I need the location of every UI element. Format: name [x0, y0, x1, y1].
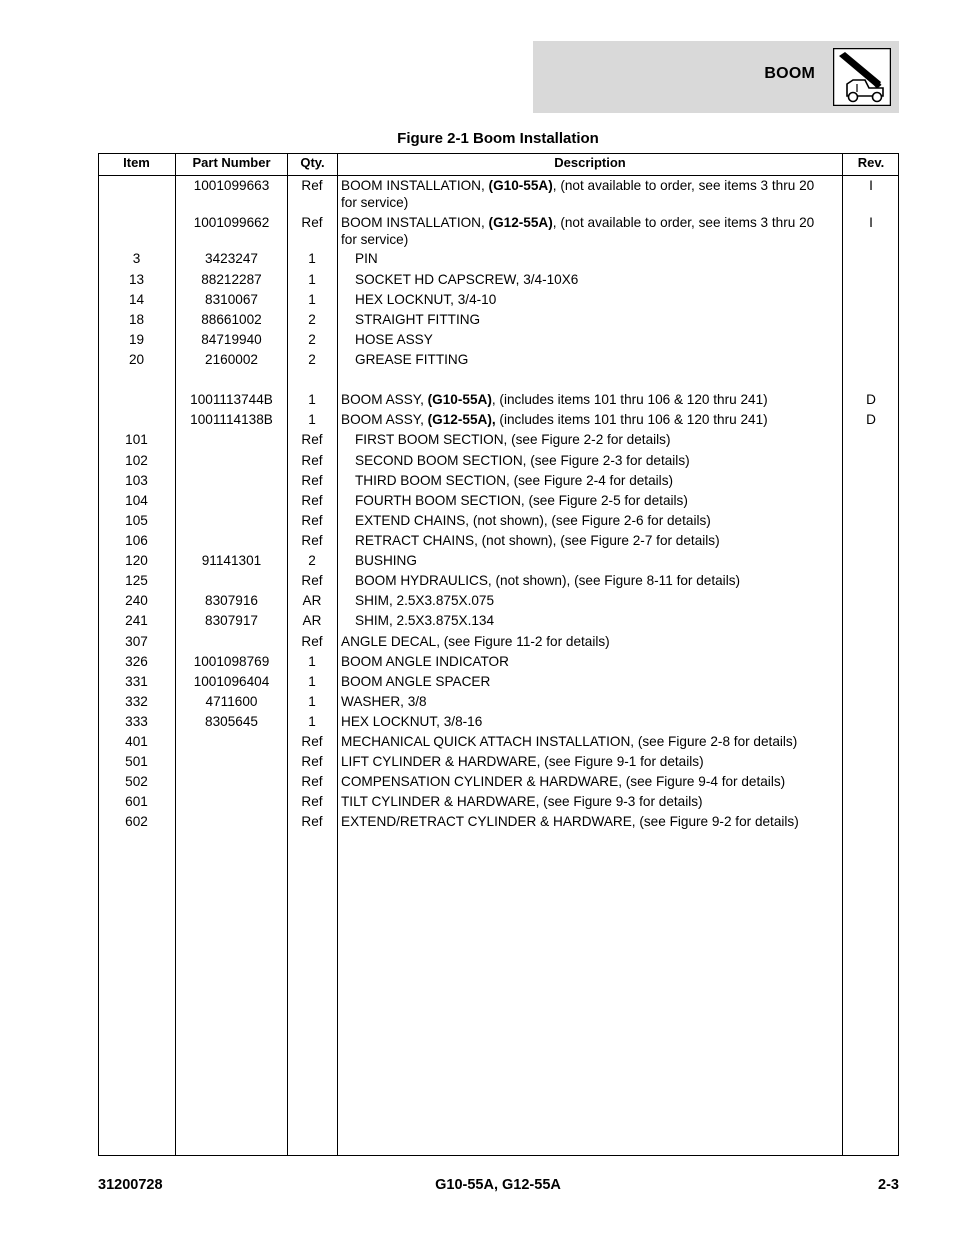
item-cell: 105 [125, 513, 148, 528]
part-number-cell: 1001096404 [193, 674, 270, 689]
item-cell: 333 [125, 714, 148, 729]
qty-cell: 2 [308, 352, 316, 367]
description-text: SOCKET HD CAPSCREW, 3/4-10X6 [355, 272, 579, 287]
description-text: THIRD BOOM SECTION, (see Figure 2-4 for details) [355, 473, 674, 488]
item-cell: 331 [125, 674, 148, 689]
document-number: 31200728 [98, 1177, 163, 1193]
item-cell: 307 [125, 634, 148, 649]
description-text: , (not available to order, see items 3 thru 20 for service) [341, 215, 815, 247]
item-cell: 102 [125, 453, 148, 468]
qty-cell: 2 [308, 332, 316, 347]
description-cell [355, 431, 833, 448]
section-title: BOOM [764, 65, 815, 82]
item-cell: 601 [125, 794, 148, 809]
description-text: BOOM INSTALLATION, [341, 178, 489, 193]
item-cell: 101 [125, 432, 148, 447]
item-cell: 13 [128, 272, 145, 287]
item-cell: 3 [132, 251, 141, 266]
description-cell [355, 271, 833, 288]
description-cell [355, 532, 833, 549]
description-text: HEX LOCKNUT, 3/4-10 [355, 292, 497, 307]
description-text: MECHANICAL QUICK ATTACH INSTALLATION, (see Figure 2-8 for details) [341, 734, 798, 749]
part-number-cell: 8307917 [205, 613, 258, 628]
qty-cell: Ref [301, 533, 323, 548]
qty-cell: 1 [308, 654, 316, 669]
part-number-cell: 1001099663 [193, 178, 270, 193]
item-cell: 103 [125, 473, 148, 488]
qty-cell: 2 [308, 312, 316, 327]
item-cell: 14 [128, 292, 145, 307]
item-cell: 18 [128, 312, 145, 327]
qty-cell: Ref [301, 453, 323, 468]
description-text: BOOM HYDRAULICS, (not shown), (see Figure 8-11 for details) [355, 573, 741, 588]
description-cell [341, 214, 833, 248]
parts-table [98, 153, 899, 1156]
description-cell [355, 351, 833, 368]
item-cell: 120 [125, 553, 148, 568]
description-text: FIRST BOOM SECTION, (see Figure 2-2 for details) [355, 432, 671, 447]
description-cell [355, 612, 833, 629]
qty-cell: Ref [301, 774, 323, 789]
description-text: LIFT CYLINDER & HARDWARE, (see Figure 9-1 for details) [341, 754, 704, 769]
description-cell [341, 411, 833, 428]
description-text: PIN [355, 251, 378, 266]
description-text: EXTEND/RETRACT CYLINDER & HARDWARE, (see Figure 9-2 for details) [341, 814, 799, 829]
qty-cell: Ref [301, 215, 323, 230]
description-text: EXTEND CHAINS, (not shown), (see Figure 2-6 for details) [355, 513, 711, 528]
description-text: BOOM ANGLE SPACER [341, 674, 491, 689]
part-number-cell: 84719940 [201, 332, 262, 347]
qty-cell: Ref [301, 754, 323, 769]
description-cell [341, 177, 833, 211]
qty-cell: 1 [308, 251, 316, 266]
description-text: BOOM ASSY, [341, 412, 428, 427]
part-number-cell: 8305645 [205, 714, 258, 729]
description-cell [355, 512, 833, 529]
qty-cell: Ref [301, 634, 323, 649]
part-number-cell: 88661002 [201, 312, 262, 327]
description-cell [341, 733, 833, 750]
qty-cell: 1 [308, 714, 316, 729]
qty-cell: 1 [308, 392, 316, 407]
qty-cell: 2 [308, 553, 316, 568]
description-cell [341, 773, 833, 790]
part-number-cell: 3423247 [205, 251, 258, 266]
column-header-part-number: Part Number [192, 155, 271, 170]
qty-cell: Ref [301, 734, 323, 749]
description-text: , (not available to order, see items 3 thru 20 for service) [341, 178, 815, 210]
page-number: 2-3 [878, 1177, 899, 1193]
item-cell: 326 [125, 654, 148, 669]
description-text: FOURTH BOOM SECTION, (see Figure 2-5 for details) [355, 493, 688, 508]
item-cell: 502 [125, 774, 148, 789]
qty-cell: Ref [301, 794, 323, 809]
part-number-cell: 1001114138B [190, 412, 273, 427]
description-cell [341, 633, 833, 650]
part-number-cell: 8307916 [205, 593, 258, 608]
description-text: (includes items 101 thru 106 & 120 thru 241) [495, 412, 768, 427]
description-cell [355, 250, 833, 267]
model-designation: (G10-55A) [488, 178, 553, 193]
qty-cell: Ref [301, 432, 323, 447]
part-number-cell: 88212287 [201, 272, 262, 287]
qty-cell: 1 [308, 412, 316, 427]
column-header-rev: Rev. [857, 155, 885, 170]
description-cell [341, 693, 833, 710]
item-cell: 401 [125, 734, 148, 749]
qty-cell: AR [302, 593, 322, 608]
description-text: SHIM, 2.5X3.875X.075 [355, 593, 495, 608]
description-text: SHIM, 2.5X3.875X.134 [355, 613, 495, 628]
description-cell [341, 753, 833, 770]
part-number-cell: 8310067 [205, 292, 258, 307]
description-text: BOOM ANGLE INDICATOR [341, 654, 509, 669]
item-cell: 240 [125, 593, 148, 608]
column-header-description: Description [554, 155, 626, 170]
item-cell: 501 [125, 754, 148, 769]
item-cell: 20 [128, 352, 145, 367]
description-text: HOSE ASSY [355, 332, 433, 347]
qty-cell: Ref [301, 814, 323, 829]
description-cell [341, 391, 833, 408]
description-text: RETRACT CHAINS, (not shown), (see Figure 2-7 for details) [355, 533, 720, 548]
description-cell [355, 311, 833, 328]
description-text: GREASE FITTING [355, 352, 469, 367]
column-header-item: Item [123, 155, 150, 170]
model-designation: (G12-55A), [427, 412, 496, 427]
description-cell [341, 673, 833, 690]
description-text: , (includes items 101 thru 106 & 120 thru 241) [491, 392, 768, 407]
rev-cell: I [869, 215, 873, 230]
rev-cell: D [866, 412, 876, 427]
description-text: HEX LOCKNUT, 3/8-16 [341, 714, 483, 729]
item-cell: 602 [125, 814, 148, 829]
item-cell: 125 [125, 573, 148, 588]
qty-cell: 1 [308, 694, 316, 709]
part-number-cell: 1001113744B [190, 392, 273, 407]
item-cell: 332 [125, 694, 148, 709]
qty-cell: 1 [308, 674, 316, 689]
description-cell [355, 331, 833, 348]
column-header-qty: Qty. [300, 155, 325, 170]
description-cell [341, 653, 833, 670]
description-cell [355, 452, 833, 469]
description-cell [355, 592, 833, 609]
part-number-cell: 1001098769 [193, 654, 270, 669]
model-designation: (G12-55A) [488, 215, 553, 230]
description-cell [355, 492, 833, 509]
description-cell [341, 793, 833, 810]
description-text: ANGLE DECAL, (see Figure 11-2 for details) [341, 634, 610, 649]
qty-cell: Ref [301, 513, 323, 528]
model-numbers: G10-55A, G12-55A [435, 1177, 561, 1193]
description-text: COMPENSATION CYLINDER & HARDWARE, (see Figure 9-4 for details) [341, 774, 786, 789]
part-number-cell: 91141301 [201, 553, 262, 568]
qty-cell: 1 [308, 272, 316, 287]
rev-cell: D [866, 392, 876, 407]
description-cell [355, 291, 833, 308]
part-number-cell: 1001099662 [193, 215, 270, 230]
description-text: SECOND BOOM SECTION, (see Figure 2-3 for details) [355, 453, 690, 468]
qty-cell: Ref [301, 473, 323, 488]
model-designation: (G10-55A) [427, 392, 492, 407]
description-cell [355, 572, 833, 589]
description-text: STRAIGHT FITTING [355, 312, 481, 327]
description-text: BOOM ASSY, [341, 392, 428, 407]
qty-cell: Ref [301, 178, 323, 193]
item-cell: 19 [128, 332, 145, 347]
qty-cell: 1 [308, 292, 316, 307]
description-cell [355, 472, 833, 489]
boom-crane-icon [833, 48, 891, 106]
item-cell: 104 [125, 493, 148, 508]
qty-cell: Ref [301, 493, 323, 508]
section-header [533, 41, 899, 113]
description-cell [341, 813, 833, 830]
part-number-cell: 4711600 [205, 694, 258, 709]
item-cell: 241 [125, 613, 148, 628]
description-cell [341, 713, 833, 730]
rev-cell: I [869, 178, 873, 193]
description-text: BUSHING [355, 553, 417, 568]
description-text: WASHER, 3/8 [341, 694, 427, 709]
qty-cell: Ref [301, 573, 323, 588]
description-text: TILT CYLINDER & HARDWARE, (see Figure 9-3 for details) [341, 794, 703, 809]
qty-cell: AR [302, 613, 322, 628]
figure-title: Figure 2-1 Boom Installation [397, 130, 599, 147]
description-cell [355, 552, 833, 569]
part-number-cell: 2160002 [205, 352, 258, 367]
item-cell: 106 [125, 533, 148, 548]
description-text: BOOM INSTALLATION, [341, 215, 489, 230]
